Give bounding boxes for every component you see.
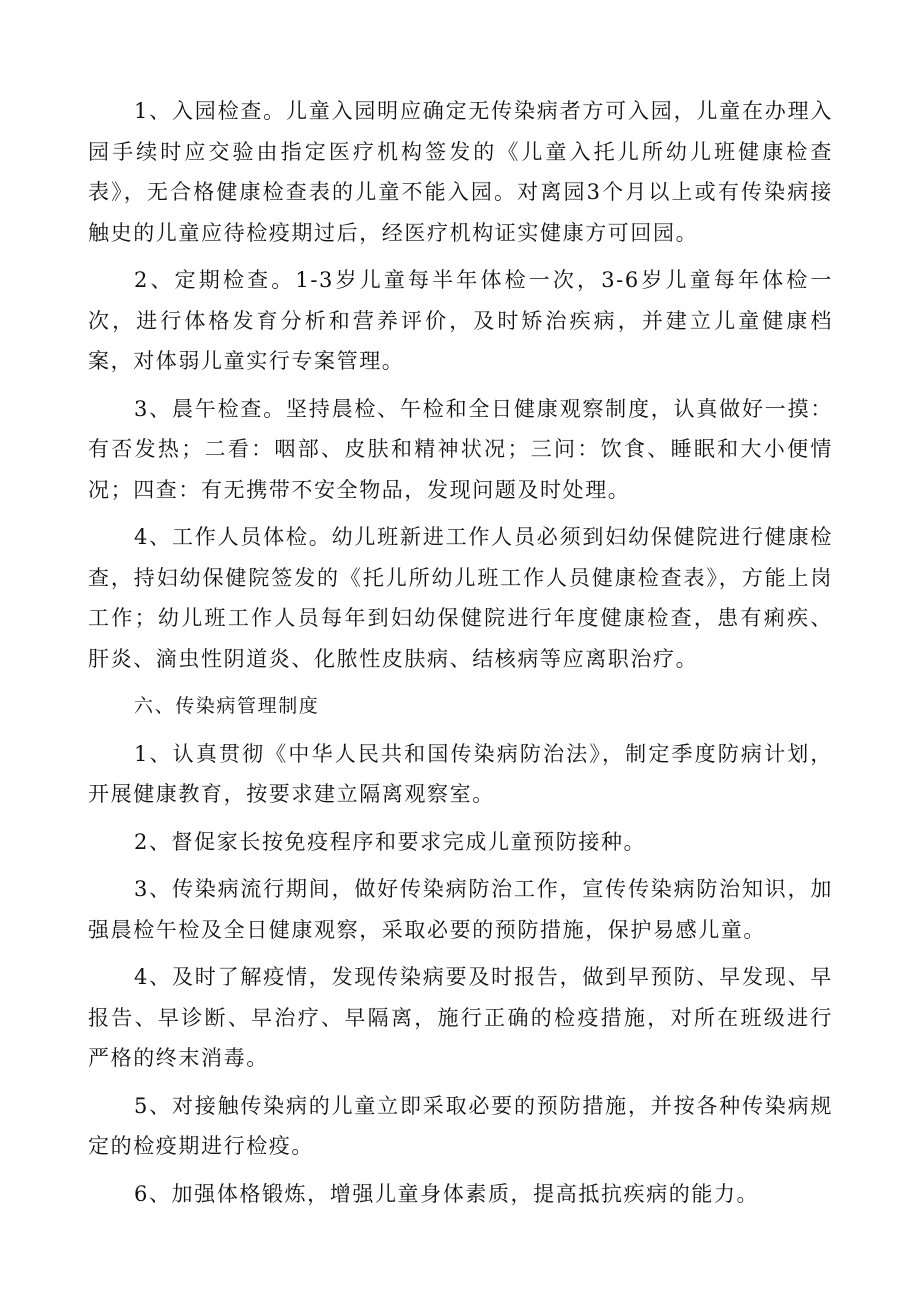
paragraph-regular-check: 2、定期检查。1-3岁儿童每半年体检一次，3-6岁儿童每年体检一次，进行体格发育分析和营养评价，及时矫治疾病，并建立儿童健康档案，对体弱儿童实行专案管理。 — [88, 268, 833, 373]
paragraph-physical-exercise: 6、加强体格锻炼，增强儿童身体素质，提高抵抗疾病的能力。 — [134, 1181, 760, 1206]
paragraph-contact-quarantine: 5、对接触传染病的儿童立即采取必要的预防措施，并按各种传染病规定的检疫期进行检疫。 — [88, 1093, 833, 1158]
document-page — [88, 91, 833, 1221]
paragraph-morning-noon-check: 3、晨午检查。坚持晨检、午检和全日健康观察制度，认真做好一摸：有否发热；二看：咽部、皮肤和精神状况；三问：饮食、睡眠和大小便情况；四查：有无携带不安全物品，发现问题及时处理。 — [88, 396, 833, 502]
paragraph-entry-check: 1、入园检查。儿童入园明应确定无传染病者方可入园，儿童在办理入园手续时应交验由指定医疗机构签发的《儿童入托儿所幼儿班健康检查表》，无合格健康检查表的儿童不能入园。对离园3个月以上或有传染病接触史的儿童应待检疫期过后，经医疗机构证实健康方可回园。 — [88, 99, 833, 245]
section-heading-infectious-disease: 六、传染病管理制度 — [134, 695, 320, 717]
paragraph-vaccination: 2、督促家长按免疫程序和要求完成儿童预防接种。 — [134, 829, 647, 854]
paragraph-epidemic-period: 3、传染病流行期间，做好传染病防治工作，宣传传染病防治知识，加强晨检午检及全日健康观察，采取必要的预防措施，保护易感儿童。 — [88, 877, 833, 942]
paragraph-staff-check: 4、工作人员体检。幼儿班新进工作人员必须到妇幼保健院进行健康检查，持妇幼保健院签发的《托儿所幼儿班工作人员健康检查表》，方能上岗工作；幼儿班工作人员每年到妇幼保健院进行年度健康检查，患有痢疾、肝炎、滴虫性阴道炎、化脓性皮肤病、结核病等应离职治疗。 — [88, 525, 833, 671]
paragraph-report-epidemic: 4、及时了解疫情，发现传染病要及时报告，做到早预防、早发现、早报告、早诊断、早治疗、早隔离，施行正确的检疫措施，对所在班级进行严格的终末消毒。 — [88, 965, 833, 1070]
paragraph-implement-law: 1、认真贯彻《中华人民共和国传染病防治法》，制定季度防病计划，开展健康教育，按要求建立隔离观察室。 — [88, 741, 833, 806]
